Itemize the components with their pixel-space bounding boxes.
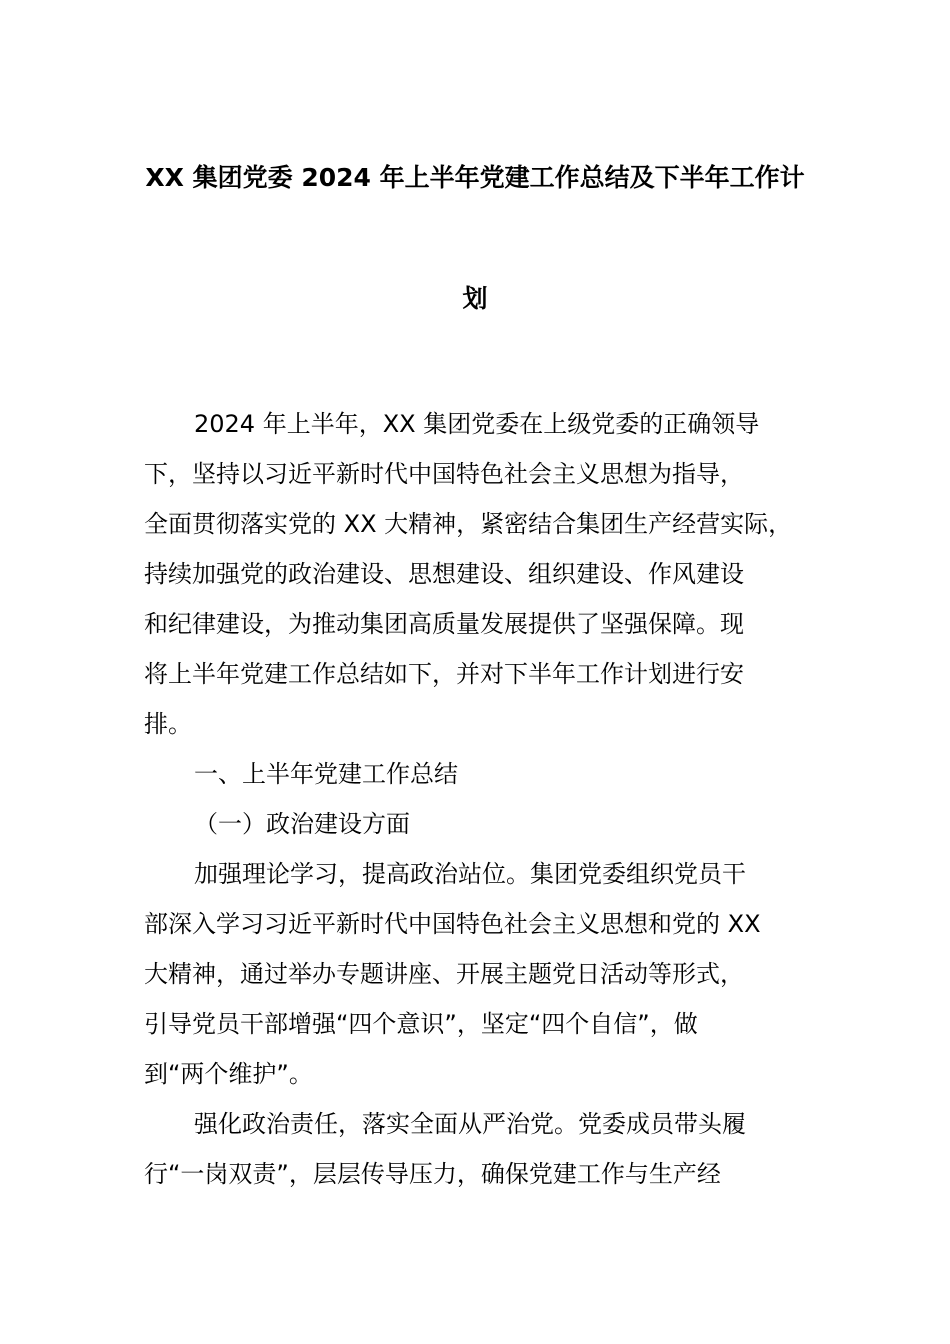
body-line-para3-1: 强化政治责任，落实全面从严治党。党委成员带头履 xyxy=(194,1110,746,1138)
document-body xyxy=(144,399,824,1199)
body-line-para2-1: 加强理论学习，提高政治站位。集团党委组织党员干 xyxy=(194,860,746,888)
section-heading-1: 一、上半年党建工作总结 xyxy=(194,760,458,788)
body-line-para2-2: 部深入学习习近平新时代中国特色社会主义思想和党的 XX xyxy=(144,910,761,938)
subsection-heading-1: （一）政治建设方面 xyxy=(194,810,410,838)
body-line-intro-1: 2024 年上半年，XX 集团党委在上级党委的正确领导 xyxy=(194,410,760,438)
body-line-para2-4: 引导党员干部增强“四个意识”，坚定“四个自信”，做 xyxy=(144,1010,698,1038)
body-line-intro-4: 持续加强党的政治建设、思想建设、组织建设、作风建设 xyxy=(144,560,744,588)
body-line-para2-5: 到“两个维护”。 xyxy=(144,1060,313,1088)
body-line-para3-2: 行“一岗双责”，层层传导压力，确保党建工作与生产经 xyxy=(144,1160,721,1188)
body-line-para2-3: 大精神，通过举办专题讲座、开展主题党日活动等形式， xyxy=(144,960,744,988)
body-line-intro-7: 排。 xyxy=(144,710,192,738)
body-line-intro-3: 全面贯彻落实党的 XX 大精神，紧密结合集团生产经营实际， xyxy=(144,510,793,538)
body-line-intro-6: 将上半年党建工作总结如下，并对下半年工作计划进行安 xyxy=(144,660,744,688)
body-line-intro-5: 和纪律建设，为推动集团高质量发展提供了坚强保障。现 xyxy=(144,610,744,638)
document-title-line-1: XX 集团党委 2024 年上半年党建工作总结及下半年工作计 xyxy=(145,163,805,192)
body-line-intro-2: 下，坚持以习近平新时代中国特色社会主义思想为指导， xyxy=(144,460,744,488)
document-title-line-2: 划 xyxy=(462,284,488,313)
